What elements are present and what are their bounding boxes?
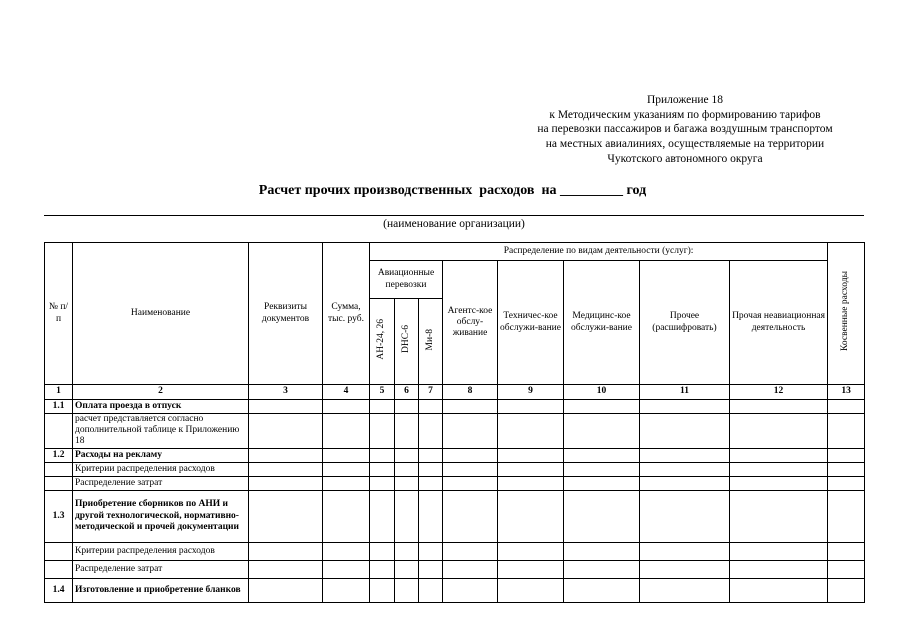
empty-cell [730,578,828,602]
column-number: 7 [419,385,443,400]
column-number: 12 [730,385,828,400]
empty-cell [419,542,443,560]
empty-cell [370,448,395,462]
header-sum: Сумма, тыс. руб. [323,243,370,385]
header-requisites: Реквизиты документов [249,243,323,385]
empty-cell [640,476,730,490]
empty-cell [419,490,443,542]
empty-cell [323,414,370,449]
table-row [45,490,865,542]
empty-cell [249,490,323,542]
row-number [45,560,73,578]
empty-cell [828,462,865,476]
table-row [45,560,865,578]
empty-cell [498,560,564,578]
table-row [45,578,865,602]
row-name: Расходы на рекламу [73,448,249,462]
empty-cell [828,400,865,414]
header-agent: Агентс-кое обслу-живание [443,261,498,385]
empty-cell [564,448,640,462]
appendix-line: Чукотского автономного округа [607,152,763,165]
empty-cell [249,578,323,602]
empty-cell [249,462,323,476]
empty-cell [395,400,419,414]
column-number: 5 [370,385,395,400]
column-number: 8 [443,385,498,400]
header-dhc-6 [395,299,419,385]
empty-cell [323,400,370,414]
empty-cell [498,414,564,449]
empty-cell [370,560,395,578]
empty-cell [828,476,865,490]
empty-cell [828,490,865,542]
expenses-table [44,242,865,603]
empty-cell [443,560,498,578]
empty-cell [564,400,640,414]
empty-cell [828,560,865,578]
empty-cell [419,578,443,602]
empty-cell [498,476,564,490]
empty-cell [730,448,828,462]
document-title: Расчет прочих производственных расходов на _________ год [258,183,647,198]
column-number: 3 [249,385,323,400]
empty-cell [730,490,828,542]
org-name-caption: (наименование организации) [383,218,525,230]
empty-cell [395,476,419,490]
row-name: расчет представляется согласно дополнительной таблице к Приложению 18 [73,414,249,449]
empty-cell [419,448,443,462]
header-nonaviation: Прочая неавиационная деятельность [730,261,828,385]
appendix-line: на местных авиалиниях, осуществляемые на территории [545,138,825,151]
empty-cell [370,462,395,476]
appendix-line: к Методическим указаниям по формированию тарифов [549,108,821,121]
empty-cell [370,414,395,449]
empty-cell [443,462,498,476]
empty-cell [498,448,564,462]
empty-cell [249,448,323,462]
header-aviation: Авиационные перевозки [370,261,443,299]
table-row [45,400,865,414]
header-mi-label: Ми-8 [424,328,435,351]
column-number: 9 [498,385,564,400]
empty-cell [323,448,370,462]
empty-cell [564,542,640,560]
empty-cell [828,414,865,449]
empty-cell [828,542,865,560]
empty-cell [498,578,564,602]
table-row [45,476,865,490]
row-number [45,462,73,476]
empty-cell [564,560,640,578]
empty-cell [640,578,730,602]
empty-cell [370,578,395,602]
empty-cell [419,414,443,449]
empty-cell [828,578,865,602]
empty-cell [395,462,419,476]
header-dhc-label: DHC-6 [400,325,411,354]
empty-cell [419,560,443,578]
header-distribution: Распределение по видам деятельности (услуг): [370,243,828,261]
row-name: Приобретение сборников по АНИ и другой технологической, нормативно-методической и прочей документации [73,490,249,542]
header-num: № п/п [45,243,73,385]
row-number [45,414,73,449]
header-indirect [828,243,865,385]
empty-cell [498,462,564,476]
empty-cell [498,490,564,542]
org-name-line [44,215,864,216]
empty-cell [323,560,370,578]
column-number: 10 [564,385,640,400]
row-name: Распределение затрат [73,560,249,578]
empty-cell [730,400,828,414]
header-other: Прочее (расшифровать) [640,261,730,385]
column-number: 11 [640,385,730,400]
empty-cell [640,414,730,449]
empty-cell [640,560,730,578]
empty-cell [395,578,419,602]
empty-cell [249,476,323,490]
row-name: Критерии распределения расходов [73,542,249,560]
empty-cell [443,400,498,414]
row-name: Распределение затрат [73,476,249,490]
appendix-line: Приложение 18 [646,94,724,106]
empty-cell [730,414,828,449]
empty-cell [640,542,730,560]
empty-cell [443,578,498,602]
empty-cell [564,490,640,542]
row-name: Критерии распределения расходов [73,462,249,476]
empty-cell [419,400,443,414]
empty-cell [395,560,419,578]
empty-cell [249,560,323,578]
empty-cell [370,400,395,414]
row-number [45,542,73,560]
header-med: Медицинс-кое обслужи-вание [564,261,640,385]
empty-cell [640,400,730,414]
empty-cell [323,476,370,490]
table-row [45,462,865,476]
empty-cell [828,448,865,462]
empty-cell [249,414,323,449]
column-number: 4 [323,385,370,400]
header-name: Наименование [73,243,249,385]
row-number [45,476,73,490]
empty-cell [370,490,395,542]
table-row [45,542,865,560]
column-number: 2 [73,385,249,400]
empty-cell [323,542,370,560]
empty-cell [419,476,443,490]
column-number: 13 [828,385,865,400]
appendix-line: на перевозки пассажиров и багажа воздушным транспортом [537,123,833,136]
row-number: 1.1 [45,400,73,414]
empty-cell [249,400,323,414]
empty-cell [564,578,640,602]
empty-cell [730,462,828,476]
column-number: 6 [395,385,419,400]
empty-cell [730,542,828,560]
row-name: Оплата проезда в отпуск [73,400,249,414]
row-number: 1.4 [45,578,73,602]
empty-cell [730,476,828,490]
header-mi-8 [419,299,443,385]
appendix-note [480,93,890,167]
empty-cell [498,542,564,560]
empty-cell [564,462,640,476]
row-name: Изготовление и приобретение бланков [73,578,249,602]
empty-cell [395,414,419,449]
empty-cell [564,414,640,449]
empty-cell [443,448,498,462]
empty-cell [443,542,498,560]
header-an-24-26 [370,299,395,385]
column-number: 1 [45,385,73,400]
empty-cell [323,490,370,542]
table-row [45,448,865,462]
empty-cell [640,490,730,542]
empty-cell [249,542,323,560]
empty-cell [395,490,419,542]
empty-cell [443,414,498,449]
empty-cell [443,490,498,542]
table-row [45,414,865,449]
empty-cell [640,462,730,476]
empty-cell [419,462,443,476]
empty-cell [564,476,640,490]
empty-cell [730,560,828,578]
empty-cell [370,476,395,490]
empty-cell [640,448,730,462]
header-indirect-label: Косвенные расходы [840,271,851,352]
empty-cell [395,448,419,462]
empty-cell [323,578,370,602]
empty-cell [323,462,370,476]
header-tech: Техничес-кое обслужи-вание [498,261,564,385]
empty-cell [498,400,564,414]
empty-cell [395,542,419,560]
row-number: 1.2 [45,448,73,462]
empty-cell [443,476,498,490]
header-an-label: АН-24, 26 [376,319,387,360]
row-number: 1.3 [45,490,73,542]
empty-cell [370,542,395,560]
